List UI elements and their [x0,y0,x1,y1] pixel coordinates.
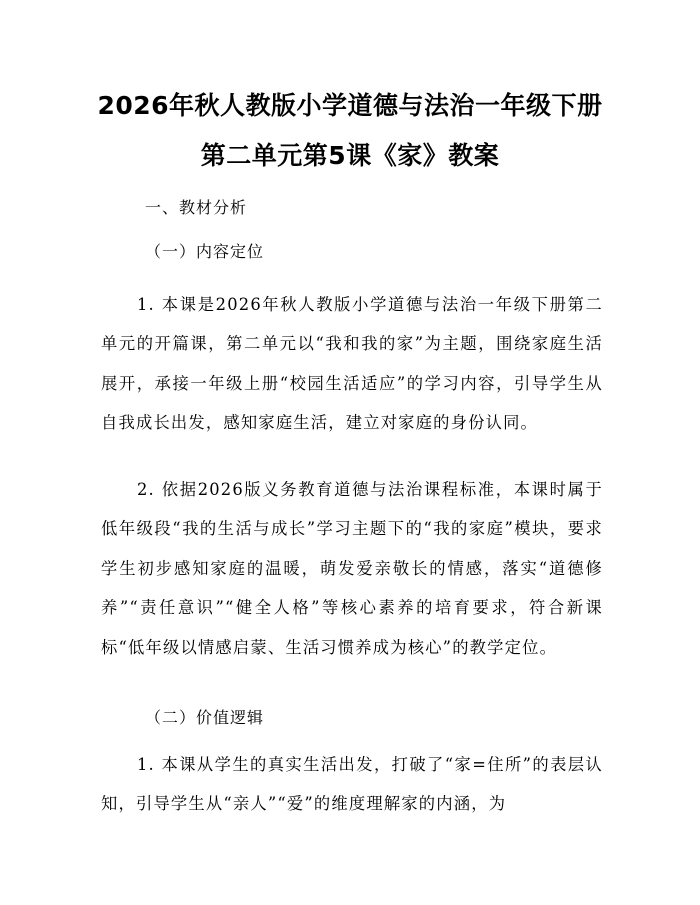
paragraph-content-positioning-1: 1. 本课是2026年秋人教版小学道德与法治一年级下册第二单元的开篇课，第二单元以“我和我的家”为主题，围绕家庭生活展开，承接一年级上册“校园生活适应”的学习内容，引导学生从自我成长出发，感知家庭生活，建立对家庭的身份认同。 [101,295,603,433]
document-title-line-2: 第二单元第5课《家》教案 [200,141,500,170]
section-heading-textbook-analysis: 一、教材分析 [145,198,248,217]
subsection-heading-value-logic: （二）价值逻辑 [145,708,265,727]
paragraph-value-logic-1: 1. 本课从学生的真实生活出发，打破了“家=住所”的表层认知，引导学生从“亲人”“爱”的维度理解家的内涵，为 [101,755,603,814]
subsection-heading-content-positioning: （一）内容定位 [145,242,265,261]
document-title-line-1: 2026年秋人教版小学道德与法治一年级下册 [97,91,603,120]
paragraph-content-positioning-2: 2. 依据2026版义务教育道德与法治课程标准，本课时属于低年级段“我的生活与成长”学习主题下的“我的家庭”模块，要求学生初步感知家庭的温暖，萌发爱亲敬长的情感，落实“道德修养”“责任意识”“健全人格”等核心素养的培育要求，符合新课标“低年级以情感启蒙、生活习惯养成为核心”的教学定位。 [101,480,603,657]
